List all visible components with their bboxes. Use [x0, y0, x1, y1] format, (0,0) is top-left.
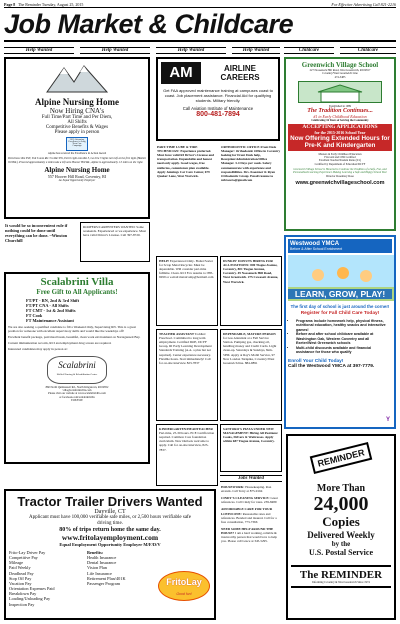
- ymca-bullet: • Programs include homework help, physical fitness, nutritional education, healthy snacks and interactive games!: [296, 319, 390, 332]
- ad-title: HELP!: [159, 259, 170, 263]
- ymca-register: Register for Fall Child Care Today!: [300, 311, 380, 316]
- airline-careers-ad: [156, 57, 280, 141]
- ymca-bullets: [296, 319, 390, 355]
- reminder-usps: U.S. Postal Service: [309, 548, 373, 557]
- pay-item: Frito-Lay Driver Pay: [9, 550, 46, 555]
- scalabrini-logo: Scalabrini Skilled Nursing & Rehabilitation Center: [47, 356, 107, 384]
- gvs-building-image: [298, 81, 382, 103]
- ad-body: Part-time, 25-30 hours. ECE Certification required. Common Core foundation curriculum. New Outlook welcome to apply. Call for on-site interview, 823-7837.: [159, 431, 215, 452]
- ymca-headline: LEARN, GROW, PLAY!: [288, 289, 392, 299]
- gvs-phone: 474-3485: [334, 75, 346, 79]
- section-help-wanted-1: Help Wanted: [4, 47, 74, 54]
- gvs-address: 227 Nooseneck Hill Road, West Greenwich, RI 02817: [309, 69, 371, 72]
- publication-line: The Reminder Tuesday, August 25, 2015: [18, 2, 84, 7]
- alpine-directions: Directions: Rte 95N, Exit 6 onto Rte 3 to Rte 95S, Exit 6 right onto Rte 3, Go thru 3 lights turn left at the first light (Hazlett Oil Bld.). Proceed approximately 4 miles take a left onto Hoover Hill Rd., Alpine is approximately 1.5 miles on the right.: [8, 157, 146, 164]
- tractor-benefits-list: [87, 550, 157, 607]
- gvs-accepting: ACCEPTING APPLICATIONS: [288, 124, 392, 130]
- ad-body: Experienced Only- Boiler/Sorter for Scrap Metal Recycler. Must be dependable. Will consider part-time fulltime. Clean. RCI Fox resume to: 885-9299 or e-mail metalcomp@hotmail.com: [159, 259, 214, 280]
- scalabrini-ad: [4, 272, 150, 464]
- ymca-name: Westwood YMCA: [290, 241, 340, 247]
- page-title: Job Market & Childcare: [4, 9, 294, 39]
- scalabrini-subtitle: Free Gift to All Applicants!: [36, 288, 118, 296]
- ymca-enroll: Enroll Your Child Today!: [288, 358, 344, 364]
- airline-title-2: CAREERS: [220, 73, 260, 82]
- pay-item: Vacation Pay: [9, 580, 32, 586]
- alpine-eoe: An Equal Opportunity Employer: [58, 179, 96, 183]
- page-header: [4, 2, 396, 8]
- gvs-established: Established in 1989: [328, 105, 352, 109]
- alpine-apply: Please apply in person: [54, 130, 100, 135]
- ymca-photo: [288, 255, 392, 301]
- benefits-title: Benefits:: [87, 550, 104, 555]
- ad-title: PART-TIME LUBE & TIRE TECHNICIAN:: [157, 145, 198, 154]
- gvs-director: Director Rosemary Rose: [326, 174, 354, 178]
- scalabrini-eoe: EOE/EOE: [71, 398, 83, 402]
- reminder-count: 24,000: [313, 493, 369, 515]
- pay-item: Inspection Pay: [9, 601, 35, 607]
- alpine-benefits: Competitive Benefits & Wages: [45, 125, 109, 130]
- position-item: FT Cook: [26, 313, 43, 318]
- ymca-call: Call the Westwood YMCA at 397-7779.: [288, 363, 375, 369]
- ad-title: TEACHER ASSISTANT: [159, 332, 195, 336]
- gvs-point: First Aid and CPR Certified: [324, 155, 356, 159]
- benefit-item: Dental Insurance: [87, 560, 117, 566]
- scalabrini-website[interactable]: Please visit our website at www.scalabrinivilla.com: [48, 392, 106, 396]
- position-item: FT/PT - RN, 2nd & 3rd Shift: [26, 298, 80, 303]
- position-item: FT Maintenance Assistant: [26, 318, 74, 323]
- gvs-year: for the 2015-2016 School Year: [288, 130, 392, 135]
- jw-item: AFFORDABLE CARE FOR YOUR LOVED ONE: Reasonable rates and references. Bonded and insured. Call for a free consultation, 773-7366: [221, 507, 277, 524]
- gvs-points: [288, 153, 392, 166]
- reminder-stamp: REMINDER: [310, 442, 373, 474]
- gvs-mission: Greenwich Village School is Honored to Continue the Tradition of a Safe, Fun, and Personalized Learning Experience Making Learning a Safe and Happy School Year: [293, 167, 387, 175]
- gvs-point: Masters in Early Childhood Education: [318, 152, 362, 156]
- ad-title: KINDERGARTEN/HEADTEACHER: [159, 427, 213, 431]
- airline-phone: 800-481-7894: [196, 111, 240, 118]
- benefit-item: Life Insurance: [87, 570, 112, 576]
- position-item: FT CMT - 1st & 2nd Shifts: [26, 308, 76, 313]
- scalabrini-current: Current immunization records, RCI and employment drug screen are required.: [8, 341, 112, 346]
- section-help-wanted-3: Help Wanted: [156, 47, 226, 54]
- pay-item: Mileage: [9, 560, 24, 566]
- benefit-item: Passenger Program: [87, 580, 121, 586]
- scalabrini-body: We are also seeking a qualified candidate to fill a Weekend Only, Supervising RN. This is a great position for someone with excellent supervisory skills and would like the weekdays off!: [8, 325, 136, 334]
- section-jobs-wanted: Jobs Wanted: [220, 475, 282, 482]
- alpine-ad: [4, 57, 150, 219]
- alpine-award: Alpine has received the Excellence in Action Award: [47, 152, 107, 155]
- ad-title: DUNKIN' DONUTS: [223, 259, 252, 263]
- airline-body: Get FAA approved maintenance training at campuses coast to coast. Job placement assistance. Financial Aid for qualifying students. Military friendly.: [163, 88, 273, 103]
- gvs-offering: Now Offering Extended Hours for Pre-K and Kindergarten: [288, 135, 392, 151]
- airline-title-1: AIRLINE: [224, 64, 256, 73]
- tractor-line2: 80% of trips return home the same day.: [59, 527, 161, 533]
- tractor-city: Dayville, CT: [94, 509, 126, 515]
- excellence-badge: 2013 Advancing Excellence in Long Term Care Campaign: [66, 137, 88, 151]
- reminder-copies: Copies: [322, 514, 360, 529]
- gvs-tradition: The Tradition Continues...: [307, 108, 373, 115]
- alpine-all-shifts: All Shifts: [67, 120, 87, 125]
- scalabrini-benefits: Excellent benefit package, paid meal break, beautiful, clean work environment on Narragansett Bay.: [8, 335, 141, 340]
- alpine-hiring: Now Hiring CNA's: [49, 107, 105, 115]
- reminder-masthead: The REMINDER Informing Coventry & West Greenwich Since 1974: [291, 565, 391, 588]
- reminder-by: by the: [331, 540, 351, 548]
- ad-santoros: [220, 424, 282, 472]
- ad-kindergarten: [156, 424, 218, 486]
- gvs-point: Certified by Department of Education/DCYF: [314, 162, 366, 166]
- ad-title: ORTHODONTIC OFFICE: [221, 145, 260, 149]
- ad-title: SANTORO'S PIZZA UNDER NEW MANAGEMENT:: [223, 427, 274, 436]
- tagline: For Effective Advertising Call 821-2216: [331, 2, 396, 7]
- pay-item: Breakdown Pay: [9, 591, 37, 597]
- alpine-name-2: Alpine Nursing Home: [44, 166, 110, 175]
- pay-item: Deadhead Pay: [9, 570, 34, 576]
- ymca-logo: Y: [385, 417, 390, 423]
- ad-roofers: ROOFERS/CARPENTERS WANTED: Some weekends. Experienced or we experience. Must have valid Driver's License. Call 397-8720.: [80, 222, 150, 262]
- section-childcare-1: Childcare: [284, 47, 334, 54]
- scalabrini-positions: [26, 298, 146, 323]
- airline-call: Call Aviation Institute of Maintenance: [182, 106, 254, 111]
- ad-dunkin: [220, 256, 282, 326]
- fritolay-logo: FritoLay Good fun!: [157, 550, 211, 607]
- tractor-line1: Applicant must have 100,000 verifiable safe miles, or 2,500 hours verifiable safe driving time.: [29, 515, 191, 526]
- section-childcare-2: Childcare: [340, 47, 396, 54]
- pay-item: Paid Weekly: [9, 565, 31, 571]
- scalabrini-address: 860 North Quidnessett Rd., North Kingstown, RI 02852: [45, 385, 109, 389]
- tractor-pay-list: [9, 550, 87, 607]
- ad-body: for Gas Attendant at a Full Service Station. Pumping gas, checking oil, handling money and Credit Cards. Light clean-up. Saturdays & Sundays, 8am-5PM. Apply at Ray's Mobil Service, 97 New London Turnpike, Coventry/West Greenwich line. 884-9891: [223, 336, 277, 365]
- ymca-sub: Before & After School Enrichment: [290, 247, 343, 251]
- ad-orthodontic: [220, 144, 282, 254]
- ymca-ad: [284, 235, 396, 429]
- quote-box: It would be so inconvenient rule if nothing could be done until everything can be done. ~Winston Churchill: [5, 223, 68, 244]
- scalabrini-facebook[interactable]: or facebook.com/scalabrinivilla: [59, 395, 95, 399]
- ad-help-scrap: [156, 256, 218, 326]
- jw-item: NEED SOME HELP AROUND THE HOUSE? I am a hard working, reliable & trustworthy person that would love to help you. Please call Grace at 345-5295.: [221, 526, 278, 544]
- tractor-eoe: Equal Employment Opportunity Employer M/F/D/V: [59, 542, 161, 547]
- ad-body: Experience preferred. Must have valid RI Driver's License and transportation. Dependable and honest need only apply. Good wages, free uniforms, commission plan available. Apply Jennings Car Care Center, 679 Quaker Lane, West Warwick.: [157, 149, 214, 178]
- ymca-header: [288, 239, 392, 253]
- pay-item: Orientation Expenses Paid: [9, 586, 55, 592]
- title-rule: [4, 40, 396, 42]
- ymca-bullet: • Multi-child discounts available and financial assistance for those who qualify: [296, 346, 390, 355]
- gvs-celebrating: Celebrating 16 Years of Serving the Community: [311, 119, 369, 123]
- benefit-item: Vision Plan: [87, 565, 107, 571]
- ad-title: DEPENDABLE, MATURE PERSON: [223, 332, 276, 336]
- scalabrini-title: Scalabrini Villa: [40, 276, 114, 288]
- tractor-trailer-ad: [4, 489, 216, 620]
- alpine-address: 557 Hoover Hill Road, Coventry, RI: [47, 174, 107, 180]
- greenwich-village-ad: [284, 57, 396, 231]
- jw-item: CINDY'S CLEANING SERVICE: Great references. Call Cindy for rates. 239-8489: [221, 496, 278, 505]
- ad-teacher-assistant: [156, 329, 218, 421]
- benefit-item: Health Insurance: [87, 555, 117, 561]
- scalabrini-interested: Interested candidates may apply in person at:: [8, 347, 68, 352]
- gvs-line: Coventry/West Greenwich Line: [322, 72, 358, 76]
- alpine-logo: [8, 61, 146, 97]
- gvs-number-one: #1 in Early Childhood Education: [313, 114, 367, 120]
- ad-body: Toddler/ Preschool. Committed to long term employment. Certified DOE, DCYF Group, RI Early Learning Development Standards Training (A.A. a plus but not required). Center experience necessary. Flexible hours. Start immediately! Call for on-site interview 823-7837: [159, 332, 212, 365]
- gvs-web[interactable]: www.greenwichvillageschool.com: [295, 179, 385, 186]
- jobs-wanted-list: [220, 484, 282, 620]
- reminder-circulation-ad: [286, 434, 396, 620]
- ad-body: Hiring All Positions: Cooks, Drivers & Waitresses. Apply within 687 Tiogue Avenue, Coventry.: [223, 431, 279, 444]
- ad-lube-tech: [156, 144, 218, 254]
- pay-item: Competitive Pay: [9, 555, 38, 561]
- ymca-first-day: The first day of school is just around the corner!: [290, 304, 390, 309]
- section-help-wanted-4: Help Wanted: [232, 47, 280, 54]
- ad-body: HIRING FOR ALL POSITIONS: 800 Tiogue Avenue, Coventry, 801 Tiogue Avenue, Coventry. 49 Nooseneck Hill Road, West Greenwich. 275 Cowesett Avenue, West Warwick.: [223, 259, 279, 284]
- tractor-web[interactable]: www.fritolayemployment.com: [61, 533, 159, 542]
- page-number: Page 8: [4, 2, 16, 7]
- gvs-title: Greenwich Village School: [301, 61, 379, 69]
- alpine-shift: Full Time/Part Time and Per Diem,: [41, 115, 113, 120]
- gvs-point: Excellent Teacher/Student Ratio (6/1): [318, 159, 362, 163]
- reminder-delivered: Delivered Weekly: [307, 530, 375, 540]
- aim-logo: AM: [161, 62, 201, 84]
- position-item: FT/PT CNA - All Shifts: [26, 303, 69, 308]
- ymca-bullet: • Before and after school childcare available at Washington Oak, Western Coventry and all Exeter/West Greenwich schools: [296, 332, 390, 345]
- jw-item: HOUSEWORK: Housekeeping. Ron errands. Call Terry at 875-9164: [221, 485, 272, 494]
- alpine-name: Alpine Nursing Home: [34, 97, 119, 107]
- tractor-title: Tractor Trailer Drivers Wanted: [17, 494, 203, 509]
- reminder-more: More Than: [316, 483, 366, 494]
- section-help-wanted-2: Help Wanted: [80, 47, 150, 54]
- pay-item: Stop Off Pay: [9, 575, 32, 581]
- benefit-item: Retirement Plan/401K: [87, 575, 126, 581]
- pay-item: Loading/Unloading Pay: [9, 596, 51, 602]
- ad-body: Front Desk Manager: Orthodontic Office in Coventry looking for Front Desk help, Reception/Administration/Office Manager. 3-4 Days per week. Salary commensurate with experience and responsibilities. Drs. Kaestner & Ryan Orthodontic Group. Email resume to mbracero@gmail.com: [221, 145, 281, 182]
- ad-gas-attendant: [220, 329, 282, 421]
- scalabrini-email[interactable]: villa@scalabrinivilla.com: [62, 388, 92, 392]
